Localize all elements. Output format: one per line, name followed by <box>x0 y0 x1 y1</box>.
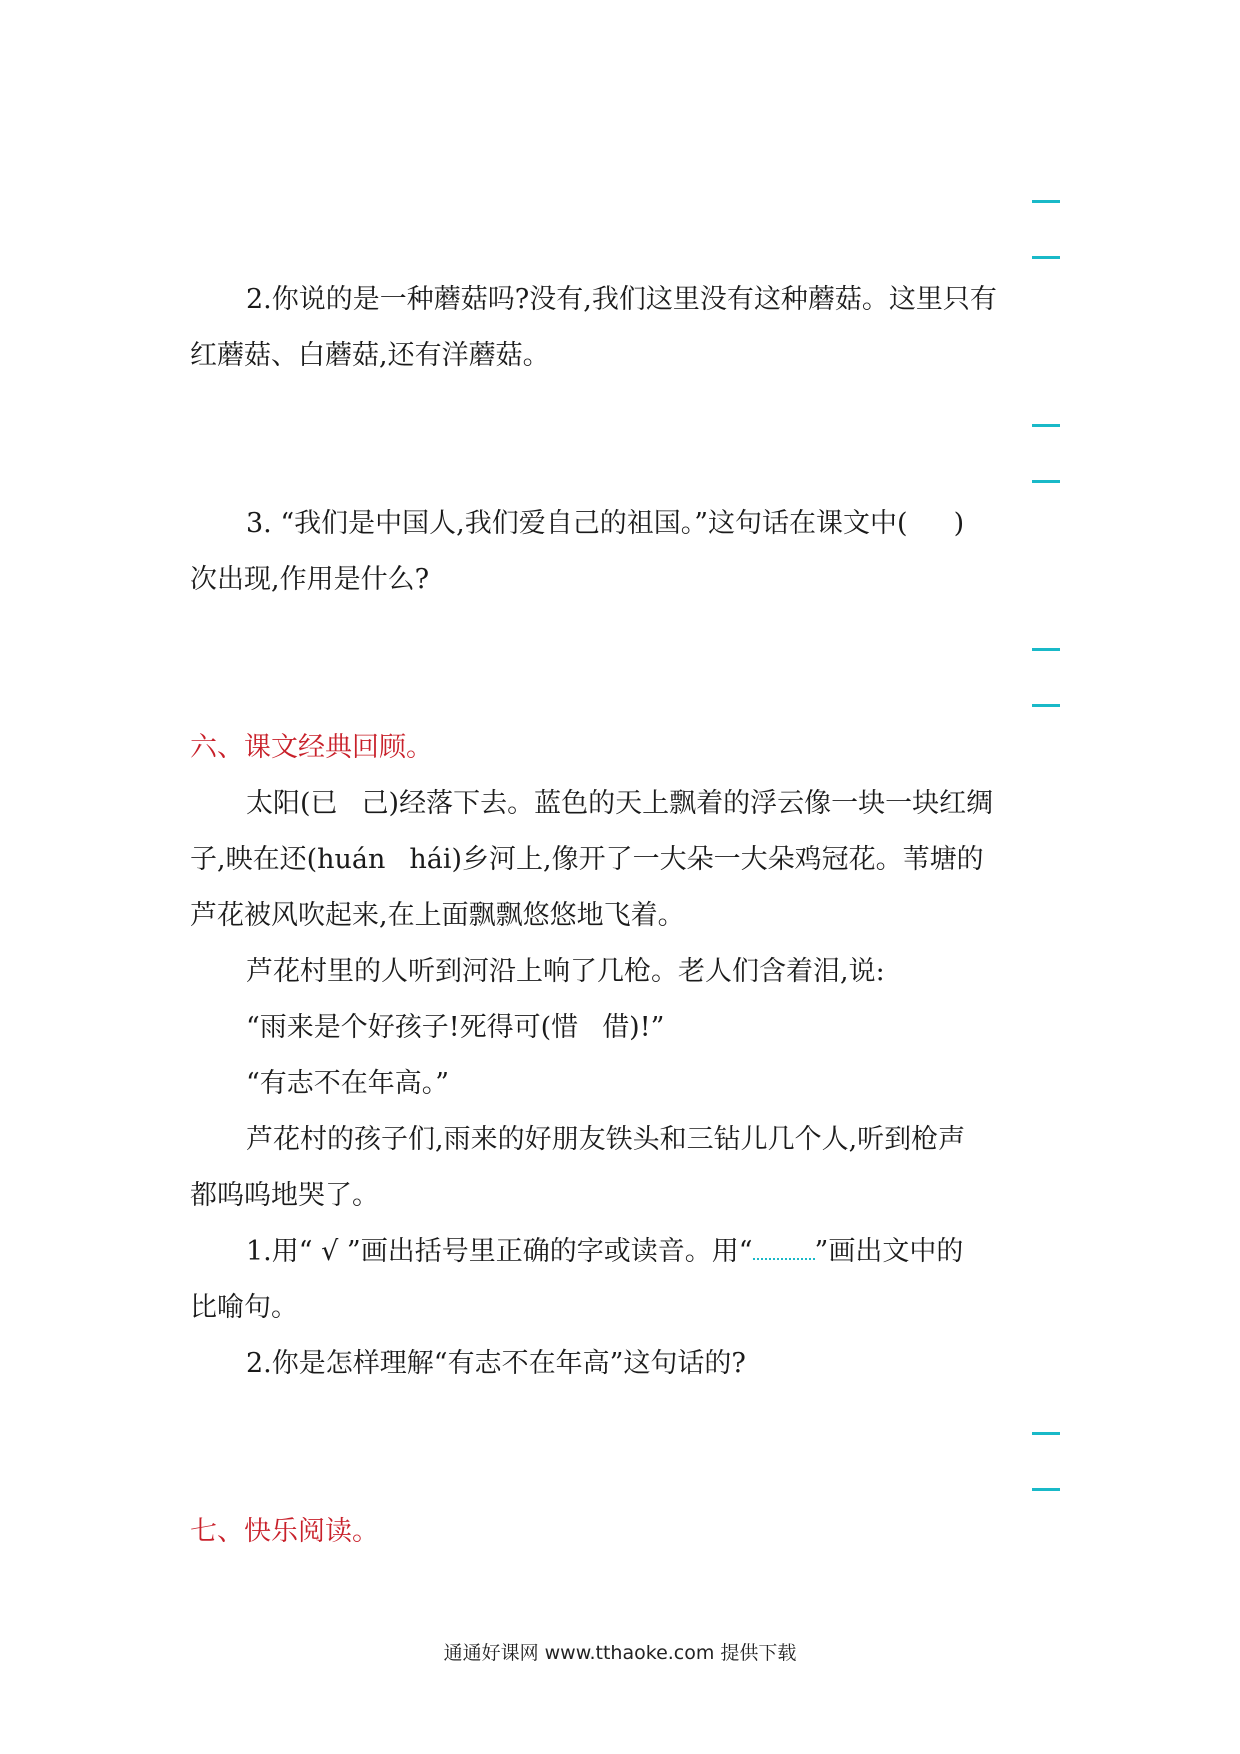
task-2: 2.你是怎样理解“有志不在年高”这句话的? <box>246 1348 746 1379</box>
passage-line: 芦花村里的人听到河沿上响了几枪。老人们含着泪,说: <box>246 956 885 987</box>
answer-line <box>1032 480 1060 483</box>
passage-line: 都呜呜地哭了。 <box>190 1180 379 1211</box>
passage-line: 芦花被风吹起来,在上面飘飘悠悠地飞着。 <box>190 900 685 931</box>
q3-line-2: 次出现,作用是什么? <box>190 564 430 595</box>
q2-line-2: 红蘑菇、白蘑菇,还有洋蘑菇。 <box>190 340 550 371</box>
answer-line <box>1032 256 1060 259</box>
answer-line <box>1032 1488 1060 1491</box>
passage-text: 己)经落下去。蓝色的天上飘着的浮云像一块一块红绸 <box>361 788 994 819</box>
q3-line-1 <box>246 506 1060 542</box>
task-1 <box>246 1234 1060 1270</box>
footer-credit: 通通好课网 www.tthaoke.com 提供下载 <box>443 1642 797 1664</box>
section-6-heading: 六、课文经典回顾。 <box>190 732 433 763</box>
passage-text: 借)!” <box>602 1012 665 1043</box>
answer-line <box>1032 424 1060 427</box>
passage-text: hái)乡河上,像开了一大朵一大朵鸡冠花。苇塘的 <box>409 844 984 875</box>
passage-line: “有志不在年高。” <box>246 1068 450 1099</box>
passage-line <box>246 786 1060 822</box>
passage-text: 子,映在还(huán <box>190 844 386 875</box>
passage-text: 太阳(已 <box>246 788 338 819</box>
task-text: ”画出文中的 <box>814 1236 964 1267</box>
task-text: 1.用“ √ ”画出括号里正确的字或读音。用“ <box>246 1236 753 1267</box>
passage-line: 芦花村的孩子们,雨来的好朋友铁头和三钻儿几个人,听到枪声 <box>246 1124 966 1155</box>
wavy-underline-icon <box>753 1238 815 1260</box>
answer-line <box>1032 648 1060 651</box>
task-1-line-2: 比喻句。 <box>190 1292 298 1323</box>
section-7-heading: 七、快乐阅读。 <box>190 1516 379 1547</box>
answer-line <box>1032 1432 1060 1435</box>
q2-line-1: 2.你说的是一种蘑菇吗?没有,我们这里没有这种蘑菇。这里只有 <box>246 284 997 315</box>
q3-text: 3. “我们是中国人,我们爱自己的祖国。”这句话在课文中( <box>246 508 908 539</box>
q3-close-paren: ) <box>953 508 965 539</box>
passage-line <box>190 842 1060 878</box>
answer-line <box>1032 200 1060 203</box>
answer-line <box>1032 704 1060 707</box>
passage-text: “雨来是个好孩子!死得可(惜 <box>246 1012 579 1043</box>
passage-line <box>246 1010 1060 1046</box>
